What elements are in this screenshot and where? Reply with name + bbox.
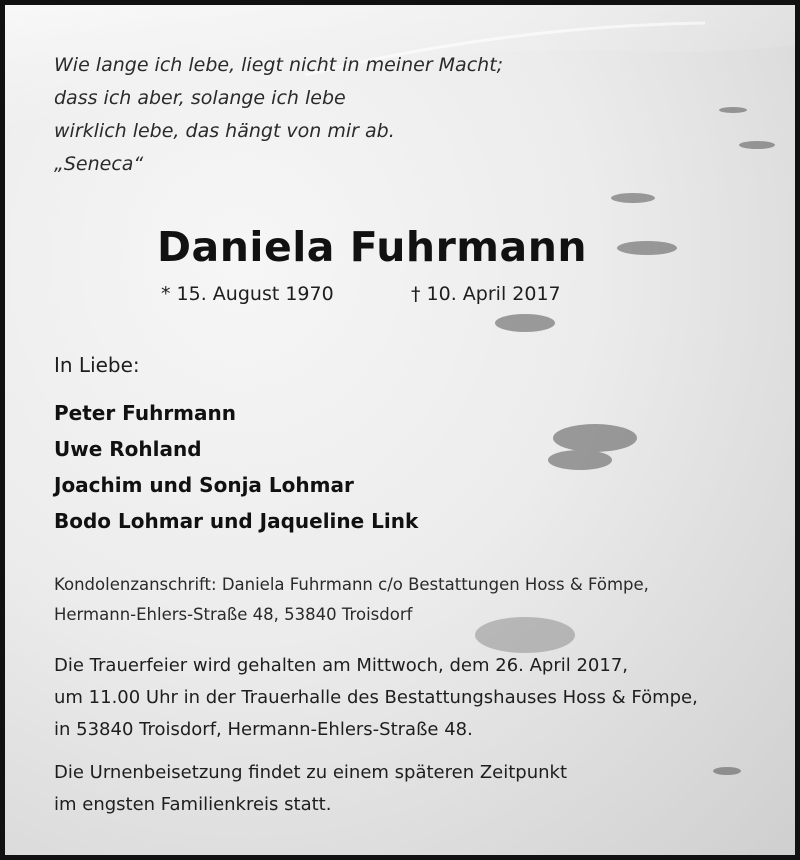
mourners-list (54, 395, 418, 539)
mourner-name: Joachim und Sonja Lohmar (54, 473, 354, 497)
death-date: † 10. April 2017 (411, 283, 561, 305)
funeral-line: Die Trauerfeier wird gehalten am Mittwoch, dem 26. April 2017, (54, 655, 628, 676)
urn-line: im engsten Familienkreis statt. (54, 794, 332, 815)
funeral-notice (54, 650, 698, 746)
birth-date: * 15. August 1970 (161, 283, 334, 305)
urn-burial-notice (54, 757, 567, 821)
mourners-intro: In Liebe: (54, 353, 140, 377)
urn-line: Die Urnenbeisetzung findet zu einem späteren Zeitpunkt (54, 762, 568, 783)
funeral-line: um 11.00 Uhr in der Trauerhalle des Bestattungshauses Hoss & Fömpe, (54, 687, 698, 708)
quote-author: „Seneca“ (54, 153, 144, 175)
mourner-name: Uwe Rohland (54, 437, 202, 461)
condolence-line: Hermann-Ehlers-Straße 48, 53840 Troisdorf (54, 605, 413, 624)
obituary-content (5, 5, 795, 855)
condolence-address (54, 570, 649, 630)
quote-line: wirklich lebe, das hängt von mir ab. (54, 120, 395, 142)
mourner-name: Bodo Lohmar und Jaqueline Link (54, 509, 419, 533)
deceased-name: Daniela Fuhrmann (157, 223, 588, 271)
quote-line: dass ich aber, solange ich lebe (54, 87, 346, 109)
condolence-line: Kondolenzanschrift: Daniela Fuhrmann c/o Bestattungen Hoss & Fömpe, (54, 575, 649, 594)
seneca-quote (54, 49, 503, 181)
mourner-name: Peter Fuhrmann (54, 401, 236, 425)
funeral-line: in 53840 Troisdorf, Hermann-Ehlers-Straße 48. (54, 719, 473, 740)
quote-line: Wie lange ich lebe, liegt nicht in meiner Macht; (54, 54, 504, 76)
